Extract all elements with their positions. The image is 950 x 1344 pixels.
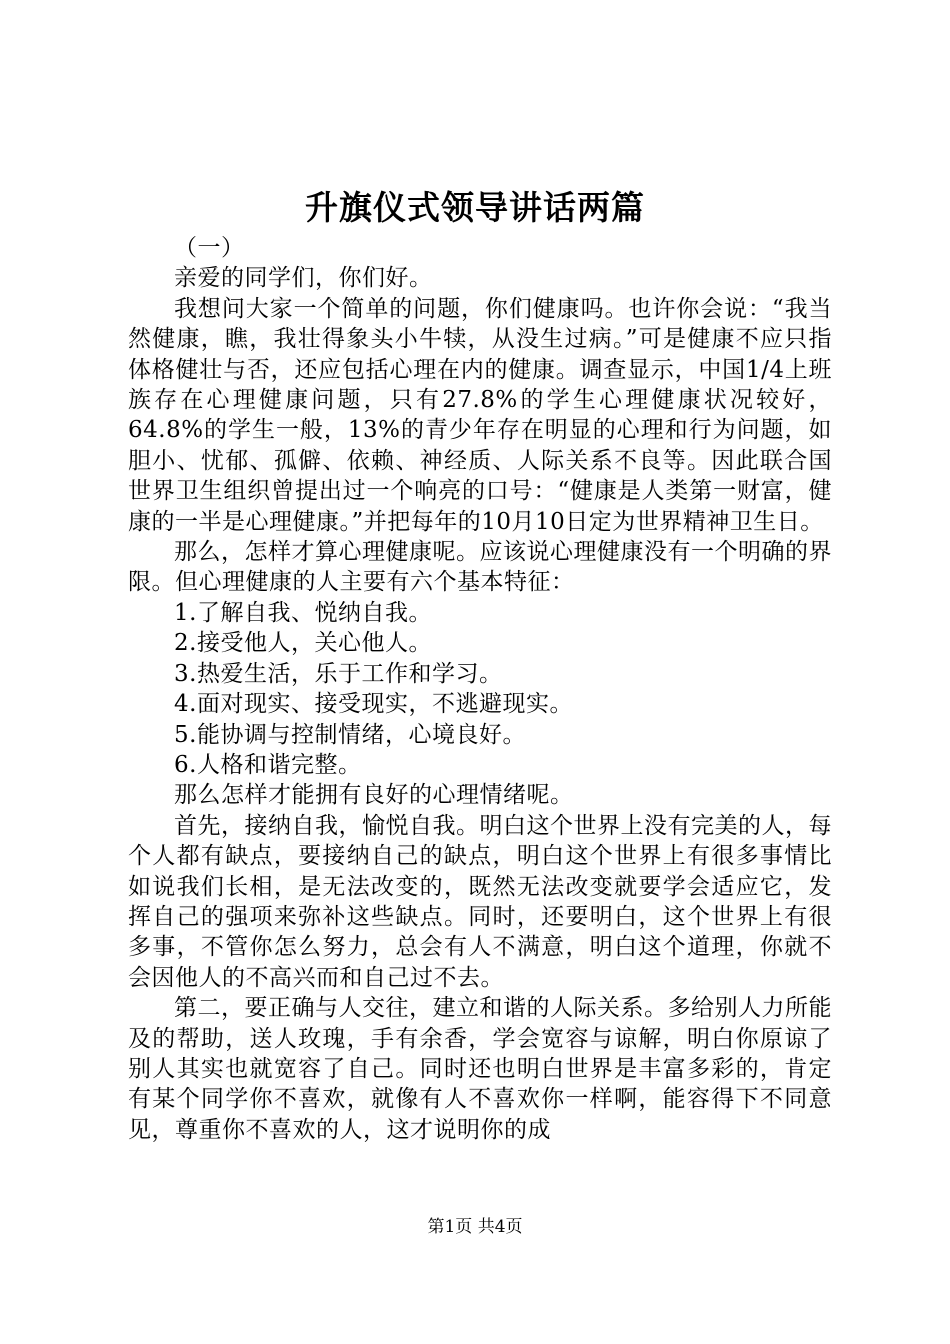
body-paragraph: 那么，怎样才算心理健康呢。应该说心理健康没有一个明确的界限。但心理健康的人主要有六个基本特征：	[128, 539, 832, 596]
list-item: 4.面对现实、接受现实，不逃避现实。	[174, 691, 573, 718]
body-paragraph: 第二，要正确与人交往，建立和谐的人际关系。多给别人力所能及的帮助，送人玫瑰，手有余香，学会宽容与谅解，明白你原谅了别人其实也就宽容了自己。同时还也明白世界是丰富多彩的，肯定有某个同学你不喜欢，就像有人不喜欢你一样啊，能容得下不同意见，尊重你不喜欢的人，这才说明你的成	[128, 995, 832, 1143]
body-paragraph: 那么怎样才能拥有良好的心理情绪呢。	[174, 782, 574, 809]
body-paragraph: 首先，接纳自我，愉悦自我。明白这个世界上没有完美的人，每个人都有缺点，要接纳自己的缺点，明白这个世界上有很多事情比如说我们长相，是无法改变的，既然无法改变就要学会适应它，发挥自己的强项来弥补这些缺点。同时，还要明白，这个世界上有很多事，不管你怎么努力，总会有人不满意，明白这个道理，你就不会因他人的不高兴而和自己过不去。	[128, 812, 832, 991]
document-body	[128, 233, 832, 1145]
list-item: 1.了解自我、悦纳自我。	[174, 599, 432, 626]
list-item: 6.人格和谐完整。	[174, 751, 362, 778]
greeting-paragraph: 亲爱的同学们，你们好。	[174, 265, 433, 292]
body-paragraph: 我想问大家一个简单的问题，你们健康吗。也许你会说：“我当然健康，瞧，我壮得象头小牛犊，从没生过病。”可是健康不应只指体格健壮与否，还应包括心理在内的健康。调查显示，中国1/4上班族存在心理健康问题，只有27.8%的学生心理健康状况较好，64.8%的学生一般，13%的青少年存在明显的心理和行为问题，如胆小、忧郁、孤僻、依赖、神经质、人际关系不良等。因此联合国世界卫生组织曾提出过一个响亮的口号：“健康是人类第一财富，健康的一半是心理健康。”并把每年的10月10日定为世界精神卫生日。	[128, 295, 832, 535]
list-item: 2.接受他人，关心他人。	[174, 630, 432, 657]
document-title: 升旗仪式领导讲话两篇	[305, 188, 645, 227]
list-item: 5.能协调与控制情绪，心境良好。	[174, 721, 526, 748]
list-item: 3.热爱生活，乐于工作和学习。	[174, 660, 503, 687]
page-number-footer: 第1页 共4页	[427, 1217, 523, 1237]
section-heading: （一）	[174, 235, 245, 261]
